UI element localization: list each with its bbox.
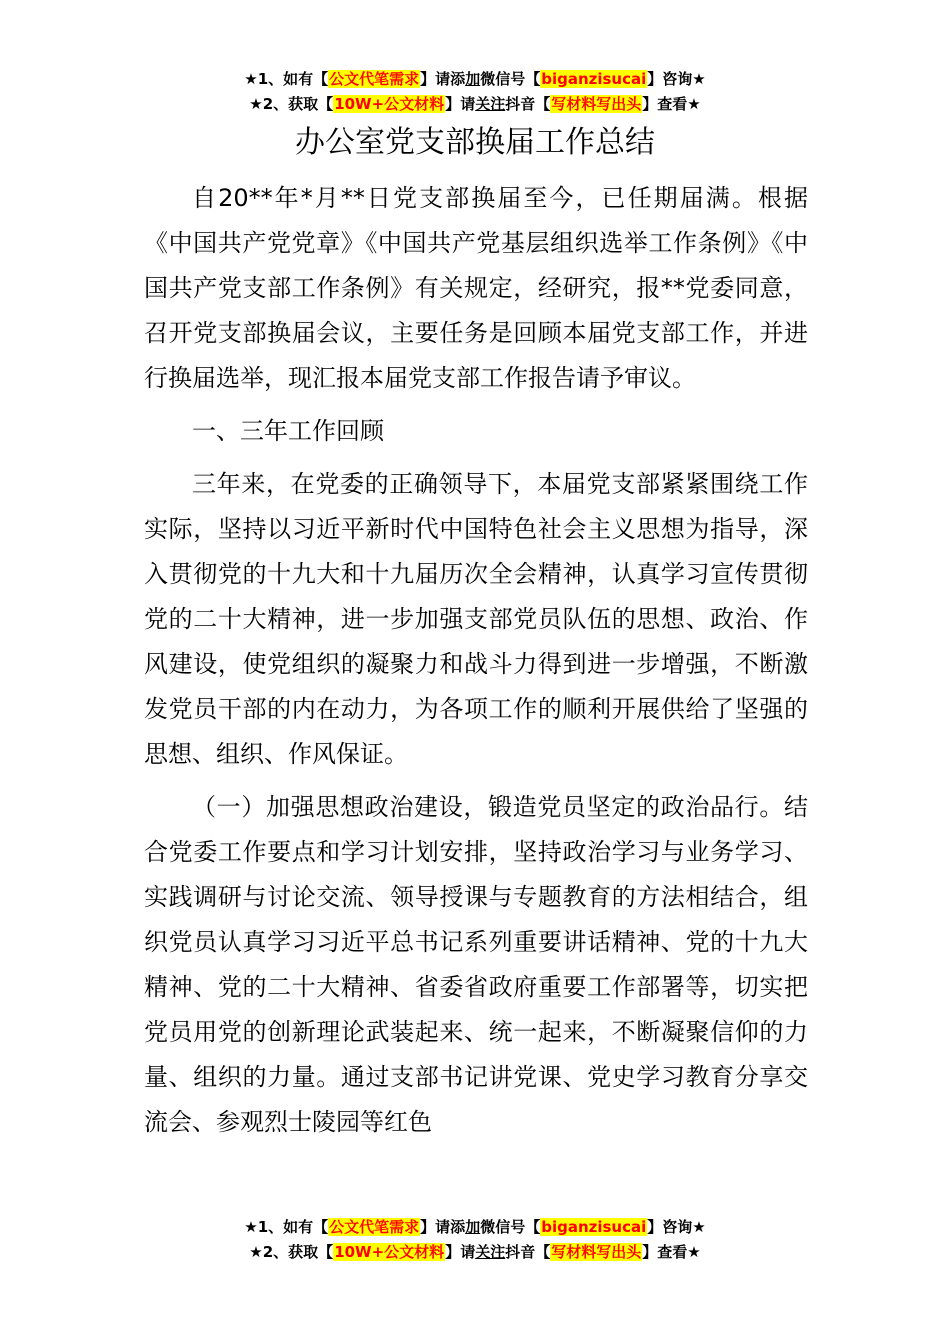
promo-underlined-text: 关注 (475, 1243, 506, 1261)
promo-highlight: 10W+公文材料 (334, 95, 445, 113)
promo-text: 】咨询★ (647, 70, 706, 88)
promo-highlight: biganzisucai (541, 70, 647, 88)
promo-text: 】查看★ (642, 1243, 701, 1261)
promo-highlight: 10W+公文材料 (334, 1243, 445, 1261)
promo-text: ★2、获取【 (249, 1243, 334, 1261)
body-paragraph: （一）加强思想政治建设，锻造党员坚定的政治品行。结合党委工作要点和学习计划安排，坚持政治学习与业务学习、实践调研与讨论交流、领导授课与专题教育的方法相结合，组织党员认真学习习近平总书记系列重要讲话精神、党的十九大精神、党的二十大精神、省委省政府重要工作部署等，切实把党员用党的创新理论武装起来、统一起来，不断凝聚信仰的力量、组织的力量。通过支部书记讲党课、党史学习教育分享交流会、参观烈士陵园等红色 (144, 793, 808, 1136)
promo-text: 微信号【 (480, 70, 541, 88)
body-paragraph: 自20**年*月**日党支部换届至今，已任期届满。根据《中国共产党党章》《中国共产党基层组织选举工作条例》《中国共产党支部工作条例》有关规定，经研究，报**党委同意，召开党支部换届会议，主要任务是回顾本届党支部工作，并进行换届选举，现汇报本届党支部工作报告请予审议。 (144, 184, 808, 392)
promo-text: 抖音【 (505, 1243, 551, 1261)
body-paragraph: 三年来，在党委的正确领导下，本届党支部紧紧围绕工作实际，坚持以习近平新时代中国特色社会主义思想为指导，深入贯彻党的十九大和十九届历次全会精神，认真学习宣传贯彻党的二十大精神，进一步加强支部党员队伍的思想、政治、作风建设，使党组织的凝聚力和战斗力得到进一步增强，不断激发党员干部的内在动力，为各项工作的顺利开展供给了坚强的思想、组织、作风保证。 (144, 470, 808, 768)
document-title: 办公室党支部换届工作总结 (295, 125, 655, 160)
promo-text: 】咨询★ (647, 1218, 706, 1236)
promo-text: ★2、获取【 (249, 95, 334, 113)
promo-text: 】查看★ (642, 95, 701, 113)
promo-highlight: 公文代笔需求 (329, 70, 420, 88)
promo-text: 】请 (445, 1243, 476, 1261)
promo-highlight: biganzisucai (541, 1218, 647, 1236)
promo-line-1 (0, 1215, 950, 1240)
promo-text: 微信号【 (480, 1218, 541, 1236)
promo-text: 】请 (445, 95, 476, 113)
promo-text: 】请添 (420, 70, 466, 88)
promo-highlight: 写材料写出头 (551, 95, 642, 113)
bottom-promo-banner (0, 1215, 950, 1265)
promo-text: ★1、如有【 (244, 70, 329, 88)
promo-line-2 (0, 92, 950, 117)
document-body (144, 176, 808, 1145)
promo-highlight: 写材料写出头 (551, 1243, 642, 1261)
promo-text: ★1、如有【 (244, 1218, 329, 1236)
section-heading: 一、三年工作回顾 (192, 417, 384, 445)
promo-underlined-text: 关注 (475, 95, 506, 113)
promo-highlight: 公文代笔需求 (329, 1218, 420, 1236)
top-promo-banner (0, 67, 950, 117)
promo-underlined-text: 加 (465, 70, 481, 88)
promo-underlined-text: 加 (465, 1218, 481, 1236)
promo-line-2 (0, 1240, 950, 1265)
promo-text: 抖音【 (505, 95, 551, 113)
promo-text: 】请添 (420, 1218, 466, 1236)
promo-line-1 (0, 67, 950, 92)
